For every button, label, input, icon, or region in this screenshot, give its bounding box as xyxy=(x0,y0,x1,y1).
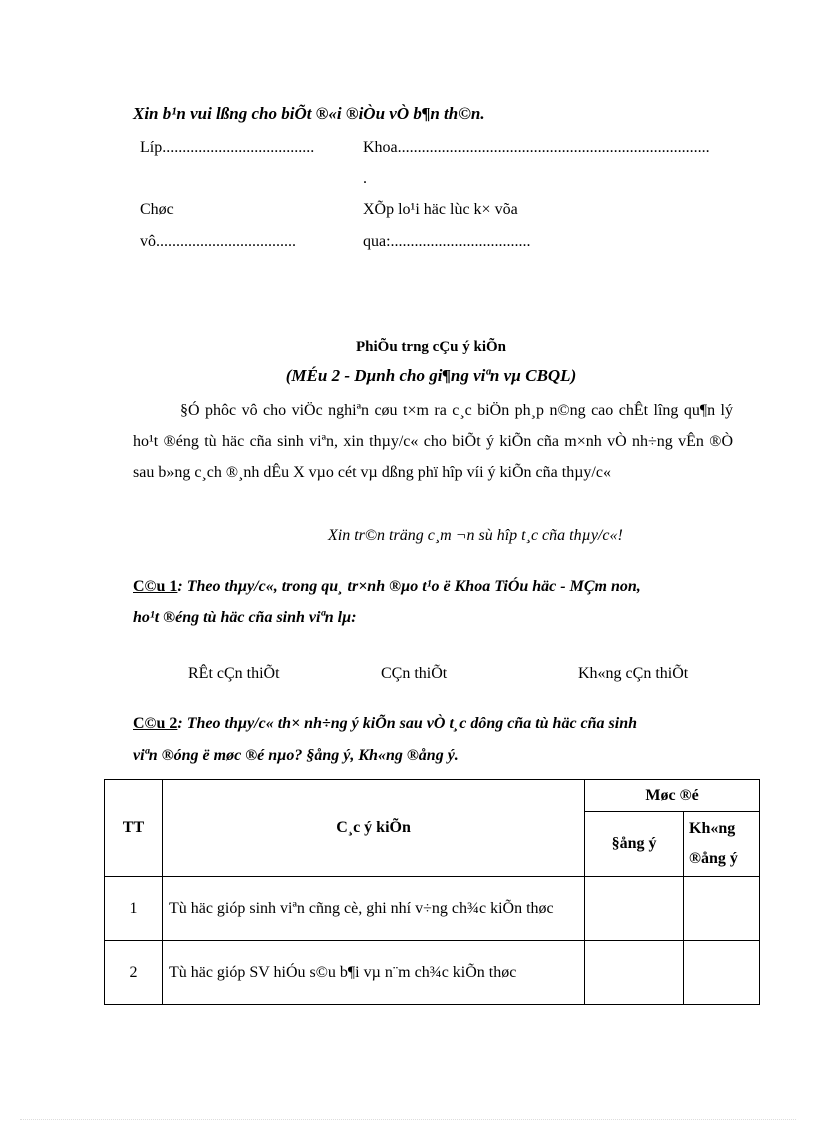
opinion-table xyxy=(104,779,760,1005)
question-2-label: C©u 2 xyxy=(133,715,178,732)
q1-option-very-necessary: RÊt cÇn thiÕt xyxy=(188,665,280,682)
header-level: Møc ®é xyxy=(585,780,760,812)
intro-paragraph: §Ó phôc vô cho viÖc nghiªn cøu t×m ra c¸c biÖn ph¸p n©ng cao chÊt lîng qu¶n lý ho¹t ®éng tù häc cña sinh viªn, xin thµy/c« cho biÕt ý kiÕn cña m×nh vÒ nh÷ng vÊn ®Ò sau b»ng c¸ch ®¸nh dÊu X vµo cét vµ dßng phï hîp víi ý kiÕn cña thµy/c« xyxy=(133,402,733,481)
class-field: Líp...................................... xyxy=(140,139,315,156)
header-disagree xyxy=(684,812,760,877)
q1-option-not-necessary: Kh«ng cÇn thiÕt xyxy=(578,665,689,682)
rank-field-line1: XÕp lo¹i häc lùc k× võa xyxy=(363,201,518,218)
question-2-text: : Theo thµy/c« th× nh÷ng ý kiÕn sau vÒ t¸c dông cña tù häc cña sinh xyxy=(177,715,638,732)
row-disagree-cell[interactable] xyxy=(684,941,760,1005)
row-number: 1 xyxy=(105,877,163,941)
form-title: PhiÕu trng cÇu ý kiÕn xyxy=(355,339,507,355)
faculty-field: Khoa.............................................................................. xyxy=(363,139,710,156)
header-agree: §ång ý xyxy=(585,812,684,877)
row-opinion: Tù häc gióp SV hiÓu s©u b¶i vµ n¨m ch¾c kiÕn thøc xyxy=(162,941,584,1005)
position-field-line1: Chøc xyxy=(140,201,174,218)
question-1-line1 xyxy=(133,578,641,596)
table-header-row xyxy=(105,780,760,812)
row-agree-cell[interactable] xyxy=(585,877,684,941)
rank-field-line2: qua:................................... xyxy=(363,233,531,250)
question-2-line1 xyxy=(133,715,637,733)
row-agree-cell[interactable] xyxy=(585,941,684,1005)
table-row xyxy=(105,877,760,941)
intro-heading: Xin b¹n vui lßng cho biÕt ®«i ®iÒu vÒ b¶n th©n. xyxy=(133,104,485,123)
row-opinion: Tù häc gióp sinh viªn cñng cè, ghi nhí v÷ng ch¾c kiÕn thøc xyxy=(162,877,584,941)
faculty-field-continued: . xyxy=(363,170,367,187)
form-subtitle: (MÉu 2 - Dµnh cho gi¶ng viªn vµ CBQL) xyxy=(285,366,577,385)
table-row xyxy=(105,941,760,1005)
position-field-line2: vô................................... xyxy=(140,233,296,250)
question-1-text: : Theo thµy/c«, trong qu¸ tr×nh ®µo t¹o ë Khoa TiÓu häc - MÇm non, xyxy=(177,578,641,595)
thanks-line: Xin tr©n träng c¸m ¬n sù hîp t¸c cña thµy/c«! xyxy=(328,527,623,544)
row-disagree-cell[interactable] xyxy=(684,877,760,941)
header-disagree-line2: ®ång ý xyxy=(689,850,738,867)
question-2-line2: viªn ®óng ë møc ®é nµo? §ång ý, Kh«ng ®ång ý. xyxy=(133,747,459,764)
header-tt: TT xyxy=(105,780,163,877)
page-bottom-divider xyxy=(20,1119,796,1120)
header-opinion: C¸c ý kiÕn xyxy=(162,780,584,877)
row-number: 2 xyxy=(105,941,163,1005)
question-1-label: C©u 1 xyxy=(133,578,178,595)
q1-option-necessary: CÇn thiÕt xyxy=(381,665,448,682)
question-1-line2: ho¹t ®éng tù häc cña sinh viªn lµ: xyxy=(133,609,357,626)
header-disagree-line1: Kh«ng xyxy=(689,820,736,837)
